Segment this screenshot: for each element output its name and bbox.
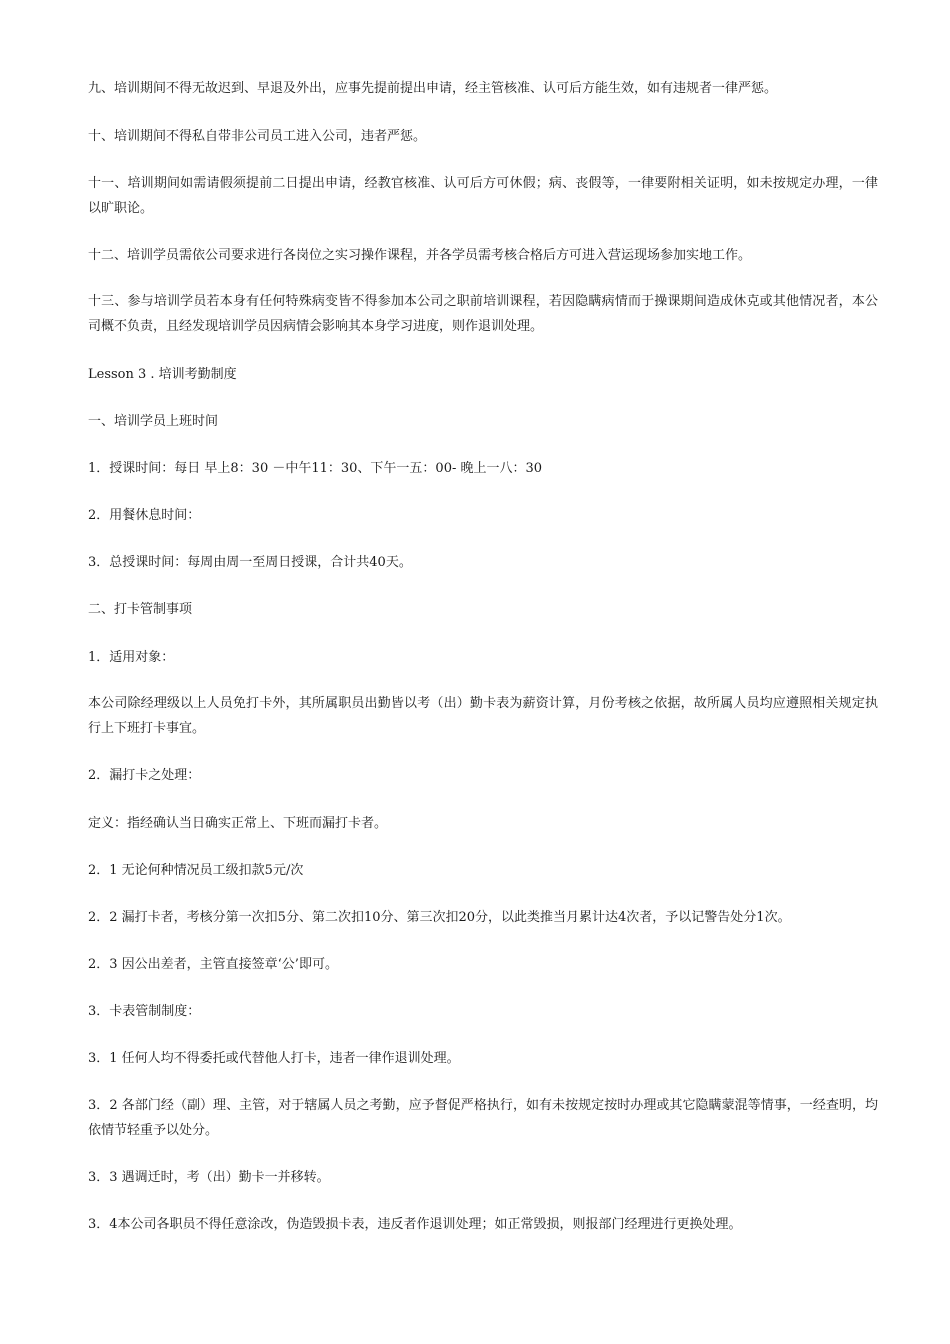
item-card-control: 3．卡表管制制度：	[88, 1004, 201, 1019]
paragraph-rule-9: 九、培训期间不得无故迟到、早退及外出，应事先提前提出申请，经主管核准、认可后方能生效，如有违规者一律严惩。	[88, 81, 778, 96]
item-3-4: 3．4本公司各职员不得任意涂改，伪造毁损卡表，违反者作退训处理；如正常毁损，则报部门经理进行更换处理。	[88, 1217, 742, 1232]
item-meal-break: 2．用餐休息时间：	[88, 508, 201, 523]
paragraph-rule-11: 十一、培训期间如需请假须提前二日提出申请，经教官核准、认可后方可休假；病、丧假等，一律要附相关证明，如未按规定办理，一律以旷职论。	[88, 176, 878, 216]
item-3-3: 3．3 遇调迁时，考（出）勤卡一并移转。	[88, 1170, 330, 1185]
item-2-1: 2．1 无论何种情况员工级扣款5元/次	[88, 863, 304, 878]
item-missed-clock: 2．漏打卡之处理：	[88, 768, 201, 783]
paragraph-applicable-detail: 本公司除经理级以上人员免打卡外，其所属职员出勤皆以考（出）勤卡表为薪资计算，月份考核之依据，故所属人员均应遵照相关规定执行上下班打卡事宜。	[88, 696, 878, 736]
item-total-time: 3．总授课时间：每周由周一至周日授课，合计共40天。	[88, 555, 412, 570]
item-3-1: 3．1 任何人均不得委托或代替他人打卡，违者一律作退训处理。	[88, 1051, 460, 1066]
paragraph-rule-10: 十、培训期间不得私自带非公司员工进入公司，违者严惩。	[88, 129, 427, 144]
item-2-2: 2．2 漏打卡者，考核分第一次扣5分、第二次扣10分、第三次扣20分，以此类推当月累计达4次者，予以记警告处分1次。	[88, 910, 791, 925]
section-heading-clock: 二、打卡管制事项	[88, 602, 193, 617]
lesson-heading: Lesson 3 . 培训考勤制度	[88, 367, 237, 382]
item-2-3: 2．3 因公出差者，主管直接签章‘公’即可。	[88, 957, 338, 972]
paragraph-rule-13: 十三、参与培训学员若本身有任何特殊病变皆不得参加本公司之职前培训课程，若因隐瞒病情而于操课期间造成休克或其他情况者，本公司概不负责，且经发现培训学员因病情会影响其本身学习进度，则作退训处理。	[88, 294, 878, 334]
paragraph-rule-12: 十二、培训学员需依公司要求进行各岗位之实习操作课程，并各学员需考核合格后方可进入营运现场参加实地工作。	[88, 248, 752, 263]
item-class-time: 1．授课时间：每日 早上8：30 －中午11：30、下午一五：00- 晚上一八：30	[88, 461, 543, 476]
item-3-2: 3．2 各部门经（副）理、主管，对于辖属人员之考勤，应予督促严格执行，如有未按规定按时办理或其它隐瞒蒙混等情事，一经查明，均依情节轻重予以处分。	[88, 1098, 878, 1138]
item-definition: 定义：指经确认当日确实正常上、下班而漏打卡者。	[88, 816, 388, 831]
section-heading-hours: 一、培训学员上班时间	[88, 414, 219, 429]
item-applicable: 1．适用对象：	[88, 650, 175, 665]
